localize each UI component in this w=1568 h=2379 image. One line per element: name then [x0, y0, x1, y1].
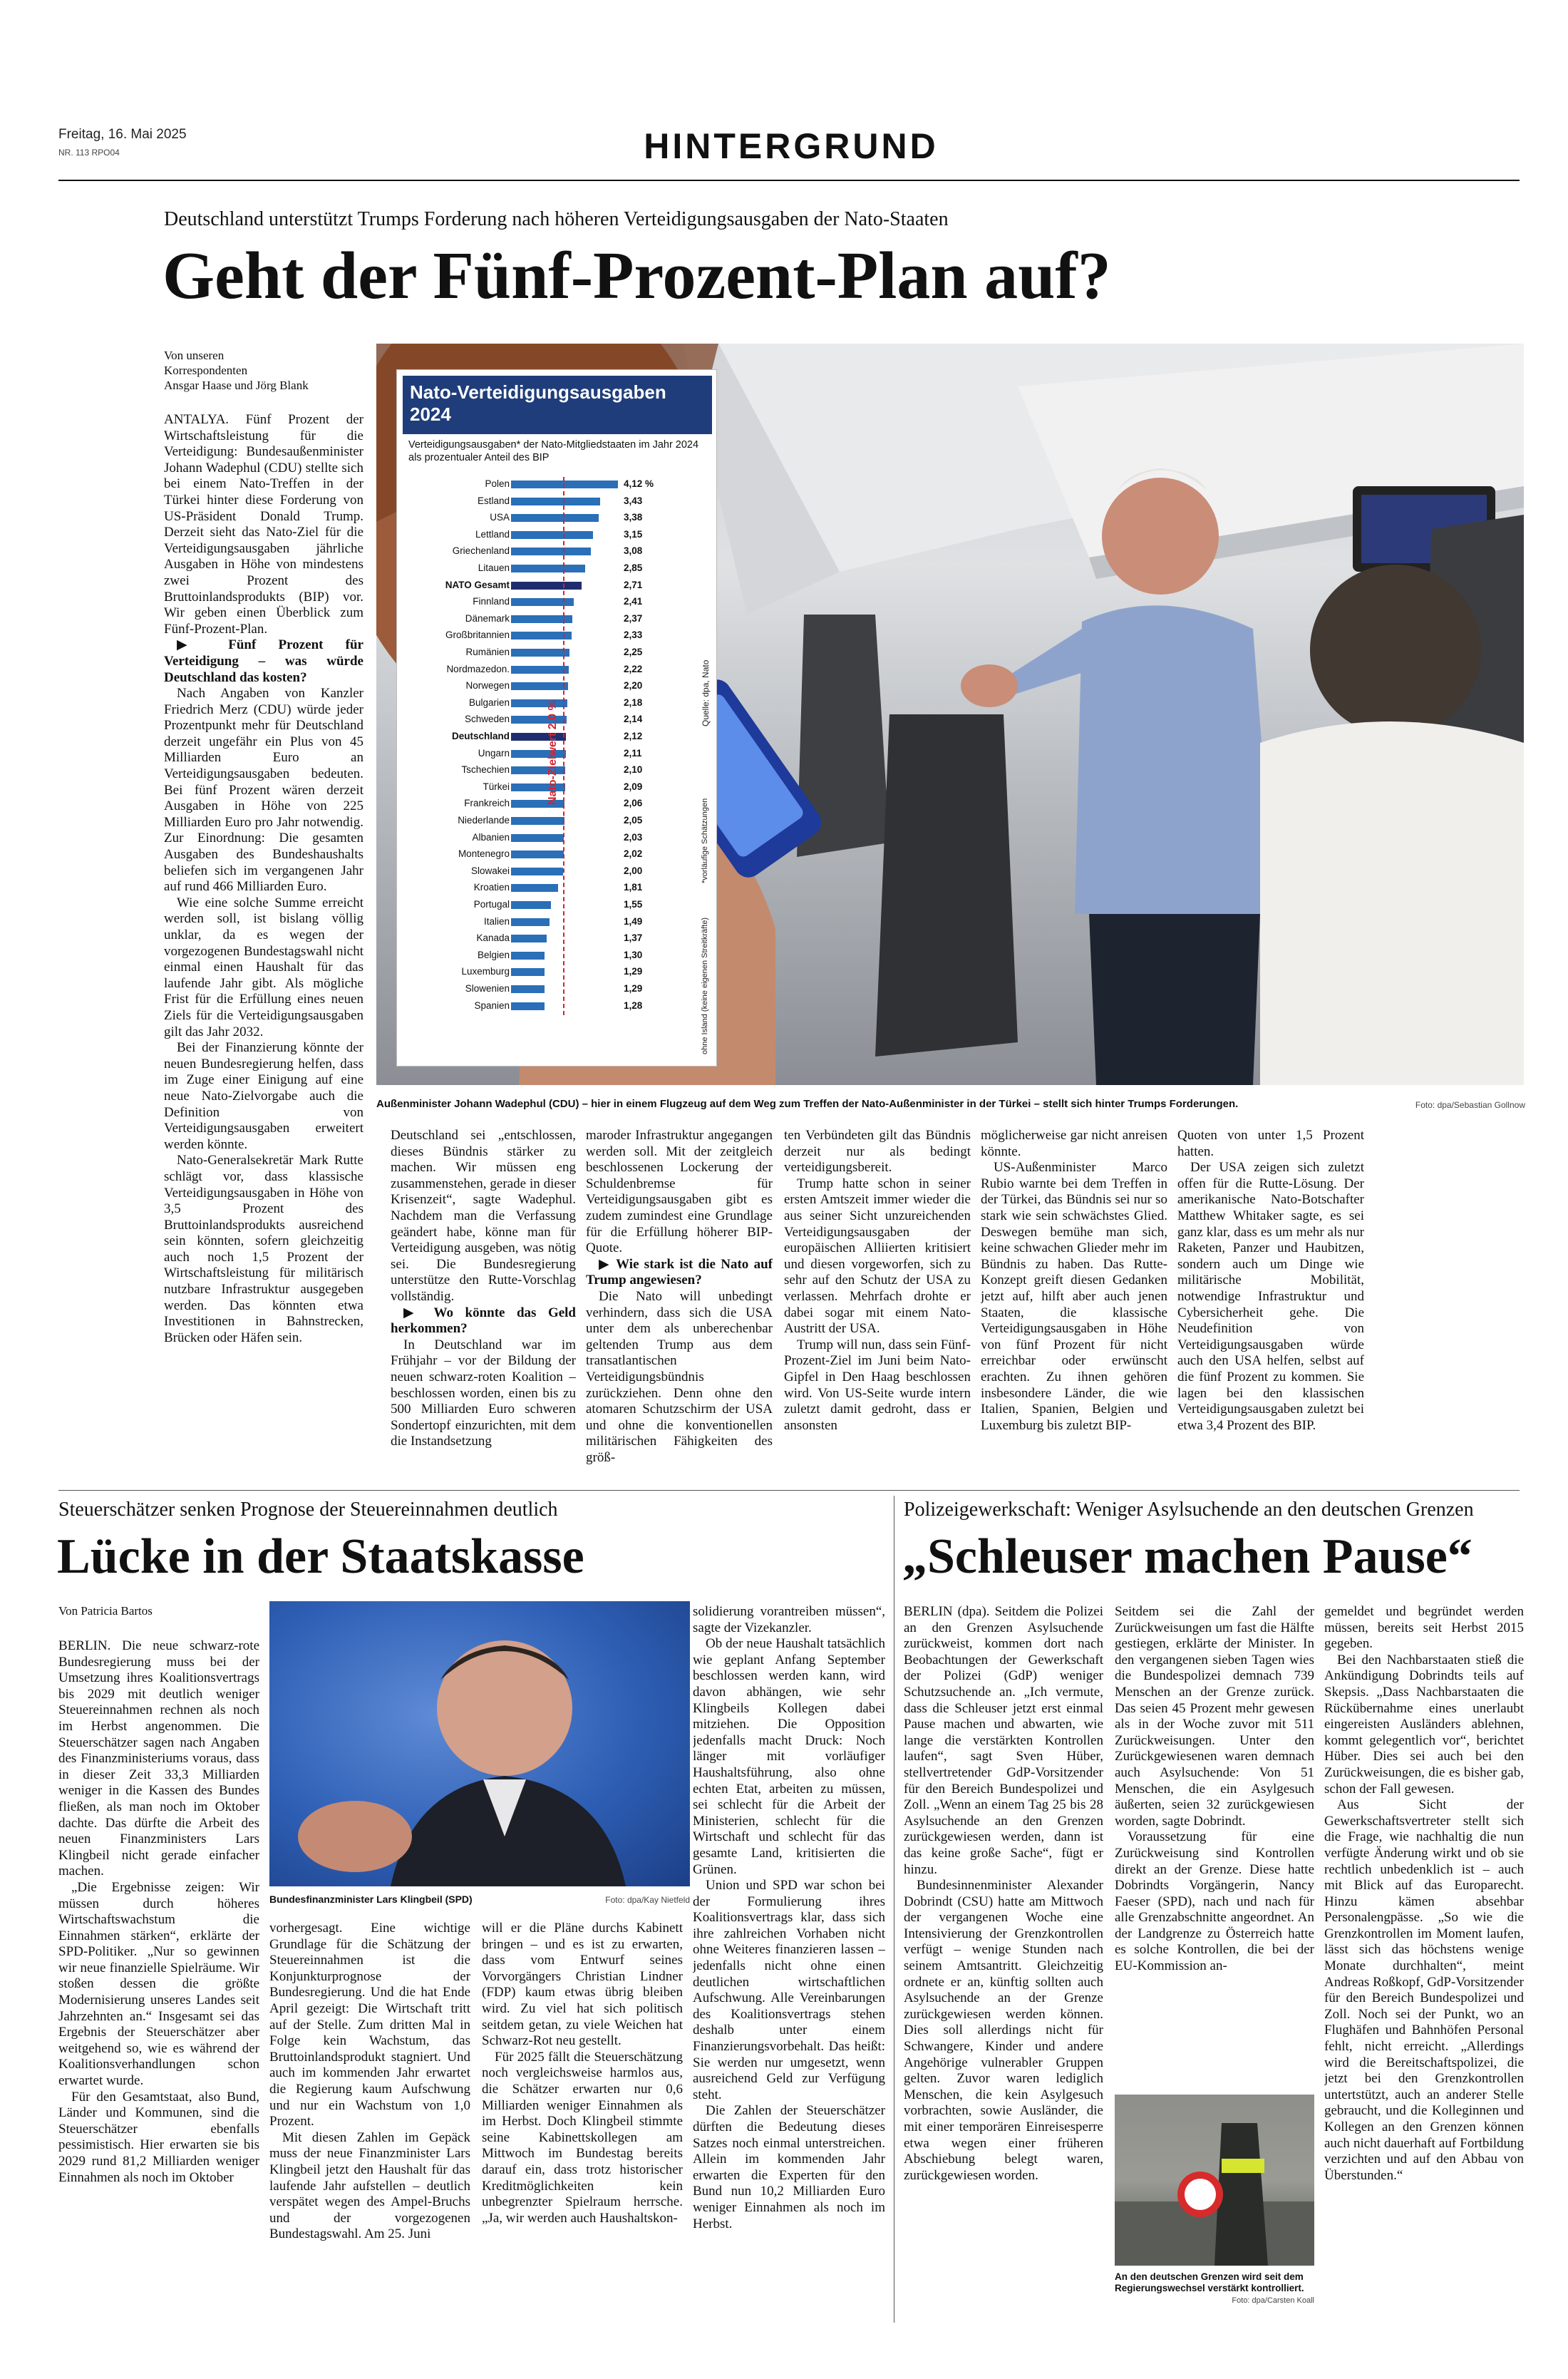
chart-bar: [511, 968, 545, 976]
chart-title: Nato-Verteidigungsausgaben 2024: [410, 381, 666, 425]
chart-category-label: Kanada: [476, 932, 510, 944]
chart-value-label: 1,28: [624, 1000, 643, 1011]
chart-category-label: Griechenland: [452, 545, 510, 557]
chart-row: [397, 612, 718, 626]
chart-category-label: Rumänien: [465, 647, 510, 657]
chart-bar: [511, 834, 564, 842]
chart-category-label: Estland: [477, 495, 510, 506]
paragraph: Wie eine solche Summe erreicht werden soll, ist bislang völlig unklar, da es wegen der vorgezogenen Bundestagswahl nicht einmal einen Haushalt für das laufende Jahr gibt. Als mögliche Frist für die Erfüllung eines neuen Ziels für die Verteidigungsausgaben gilt das Jahr 2032.: [164, 895, 363, 1039]
main-col-3: [586, 1128, 773, 1474]
chart-category-label: Luxemburg: [461, 966, 510, 977]
chart-category-label: Niederlande: [458, 815, 510, 826]
paragraph: Voraussetzung für eine Zurückweisung sind Kontrollen direkt an der Grenze. Diese hatte Dobrindts Vorgängerin, Nancy Faeser (SPD), nach und nach für alle Grenzabschnitte angeordnet. An der Landgrenze zu Österreich hatte es solche Kontrollen, die bei der EU-Kommission an-: [1115, 1829, 1314, 1974]
paragraph: Nach Angaben von Kanzler Friedrich Merz (CDU) würde jeder Prozentpunkt mehr für Deutschland derzeit ungefähr ein Plus von 45 Milliarden Euro an Verteidigungsausgaben bedeuten. Bei fünf Prozent wären derzeit Ausgaben in Höhe von 225 Milliarden Euro pro Jahr notwendig. Zur Einordnung: Die gesamten Ausgaben des Bundeshaushalts beliefen sich im vergangenen Jahr auf rund 466 Milliarden Euro.: [164, 686, 363, 895]
chart-category-label: Slowenien: [465, 983, 510, 994]
chart-category-label: Litauen: [478, 562, 510, 573]
paragraph: Trump hatte schon in seiner ersten Amtszeit immer wieder die aus seiner Sicht unzureichenden Verteidigungsausgaben der europäischen Alliierten kritisiert und diesen vorgeworfen, sich zu sehr auf den Schutz der USA zu verlassen. Mehrfach drohte er dabei sogar mit einem Nato-Austritt der USA.: [784, 1176, 971, 1337]
lower-divider: [58, 1490, 1520, 1491]
paragraph: Die Nato will unbedingt verhindern, dass sich die USA unter dem als unberechenbar geltenden Trump aus dem transatlantischen Verteidigungsbündnis zurückziehen. Denn ohne den atomaren Schutzschirm der USA und ohne die konventionellen militärischen Fähigkeiten des größ-: [586, 1288, 773, 1465]
left-byline: Von Patricia Bartos: [58, 1604, 153, 1618]
chart-row: [397, 864, 718, 878]
paragraph: Der USA zeigen sich zuletzt offen für die Rutte-Lösung. Der amerikanische Nato-Botschafter Matthew Whitaker sagte, es sei ganz klar, dass es um mehr als nur Raketen, Panzer und Haubitzen, sondern auch um Dinge wie militärische Mobilität, notwendige Infrastruktur und Cybersicherheit gehe. Die Neudefinition von Verteidigungsausgaben würde auch den USA helfen, selbst auf die fünf Prozent zu kommen. Sie lagen bei den klassischen Verteidigungsausgaben zuletzt bei etwa 3,4 Prozent des BIP.: [1177, 1160, 1364, 1433]
chart-row: [397, 948, 718, 962]
left-headline: Lücke in der Staatskasse: [57, 1529, 584, 1584]
chart-value-label: 2,14: [624, 714, 643, 725]
chart-bar: [511, 868, 563, 875]
chart-bar: [511, 498, 600, 505]
chart-subtitle: Verteidigungsausgaben* der Nato-Mitgliedstaaten im Jahr 2024 als prozentualer Anteil des BIP: [408, 439, 699, 463]
chart-value-label: 2,12: [624, 731, 643, 741]
chart-bar: [511, 884, 558, 892]
chart-category-label: Türkei: [483, 781, 510, 792]
right-col-2: [1115, 1604, 1314, 2086]
chart-category-label: Schweden: [464, 714, 510, 725]
chart-category-label: Polen: [485, 478, 510, 489]
klingbeil-credit: Foto: dpa/Kay Nietfeld: [605, 1895, 690, 1905]
chart-value-label: 2,85: [624, 562, 643, 573]
paragraph: US-Außenminister Marco Rubio warnte bei dem Treffen in der Türkei, das Bündnis sei nur so stark wie sein schwächstes Glied. Deswegen bemühe man sich, keine schwachen Glieder mehr im Bündnis zu haben. Das Rutte-Konzept greift diesen Gedanken jetzt auf, hilft aber auch jenen Staaten, die klassische Verteidigungsausgaben in Höhe von fünf Prozent für nicht erreichbar oder erwünscht erachten. Zu ihnen gehören insbesondere Länder, die wie Italien, Spanien, Belgien und Luxemburg bis zuletzt BIP-: [981, 1160, 1167, 1433]
subhead: ▶ Wo könnte das Geld herkommen?: [391, 1305, 576, 1337]
chart-bar: [511, 918, 550, 926]
paragraph: maroder Infrastruktur angegangen werden soll. Mit der zeitgleich beschlossenen Lockerung der Schuldenbremse für Verteidigungsausgaben gibt es zudem zumindest eine Grundlage für die Erfüllung höherer BIP-Quote.: [586, 1128, 773, 1256]
chart-category-label: NATO Gesamt: [445, 579, 510, 590]
chart-value-label: 1,29: [624, 983, 643, 994]
chart-row: [397, 477, 718, 491]
chart-value-label: 3,43: [624, 495, 643, 506]
paragraph: Deutschland sei „entschlossen, dieses Bündnis stärker zu machen. Wir müssen eng zusammenstehen, gerade in dieser Krisenzeit“, sagte Wadephul. Nachdem man die Verfassung geändert habe, könne man für Verteidigung ausgeben, was nötig sei. Die Bundesregierung unterstütze den Rutte-Vorschlag vollständig.: [391, 1128, 576, 1304]
chart-category-label: Dänemark: [465, 612, 510, 624]
main-col-6: [1177, 1128, 1364, 1474]
chart-value-label: 1,81: [624, 882, 643, 893]
paragraph: BERLIN. Die neue schwarz-rote Bundesregierung muss bei der Umsetzung ihres Koalitionsvertrags bis 2029 mit deutlich weniger Steuereinnahmen rechnen als noch im Herbst angenommen. Die Steuerschätzer sagen nach Angaben des Finanzministeriums voraus, dass in dieser Zeit 33,3 Milliarden weniger in die Kassen des Bundes fließen, als man noch im Oktober dachte. Das dürfte die Arbeit des neuen Finanzministers Lars Klingbeil nicht gerade einfacher machen.: [58, 1638, 259, 1879]
paragraph: BERLIN (dpa). Seitdem die Polizei an den Grenzen Asylsuchende zurückweist, kommen dort nach Beobachtungen der Gewerkschaft der Polizei (GdP) weniger Schutzsuchende an. „Ich vermute, dass die Schleuser jetzt erst einmal Pause machen und abwarten, wie lange die verstärkten Kontrollen laufen“, sagt Sven Hüber, stellvertretender GdP-Vorsitzender für den Bereich Bundespolizei und Zoll. „Wenn an einem Tag 25 bis 28 Asylsuchende an den Grenzen zurückgewiesen werden, dann ist das keine große Sache“, fügt er hinzu.: [904, 1604, 1103, 1877]
main-byline: [164, 348, 363, 393]
chart-title-box: [403, 376, 712, 434]
paragraph: vorhergesagt. Eine wichtige Grundlage für die Schätzung der Steuereinnahmen ist die Konjunkturprognose der Bundesregierung. Und die hat Ende April gezeigt: Die Wirtschaft tritt auf der Stelle. Zum dritten Mal in Folge kein Wachstum, das Bruttoinlandsprodukt stagniert. Und auch im kommenden Jahr erwartet die Regierung kaum Aufschwung und nur ein Wachstum von 1,0 Prozent.: [269, 1921, 470, 2129]
paragraph: Für 2025 fällt die Steuerschätzung noch vergleichsweise harmlos aus, die Schätzer erwarten nur 0,6 Milliarden weniger Einnahmen als im Herbst. Doch Klingbeil stimmte seine Kabinettskollegen am Mittwoch im Bundestag bereits darauf ein, dass trotz historischer Kreditmöglichkeiten kein unbegrenzter Spielraum herrsche. „Ja, wir werden auch Haushaltskon-: [482, 2049, 683, 2226]
chart-value-label: 2,02: [624, 848, 643, 860]
chart-value-label: 2,06: [624, 798, 643, 809]
klingbeil-caption: Bundesfinanzminister Lars Klingbeil (SPD): [269, 1894, 473, 1905]
main-headline: Geht der Fünf-Prozent-Plan auf?: [163, 239, 1111, 313]
chart-bar: [511, 901, 551, 909]
paragraph: Bei der Finanzierung könnte der neuen Bundesregierung helfen, dass im Zuge einer Einigung auf eine neue Nato-Zielvorgabe auch die Definition von Verteidigungsausgaben erweitert werden könnte.: [164, 1040, 363, 1152]
right-col-1: [904, 1604, 1103, 2308]
border-control-credit: Foto: dpa/Carsten Koall: [1232, 2296, 1314, 2305]
chart-value-label: 1,49: [624, 915, 643, 927]
chart-category-label: Bulgarien: [468, 697, 510, 708]
chart-row: [397, 528, 718, 542]
chart-bar: [511, 851, 564, 858]
defense-spending-chart: [396, 369, 717, 1067]
border-control-photo: [1115, 2095, 1314, 2266]
chart-value-label: 2,00: [624, 865, 643, 876]
chart-row: [397, 831, 718, 845]
chart-value-label: 3,15: [624, 528, 643, 540]
right-col-3: [1324, 1604, 1524, 2308]
chart-bar: [511, 666, 569, 674]
chart-value-label: 2,71: [624, 579, 643, 590]
main-kicker: Deutschland unterstützt Trumps Forderung nach höheren Verteidigungsausgaben der Nato-Staaten: [164, 208, 949, 230]
chart-category-label: Tschechien: [461, 764, 510, 776]
chart-category-label: Belgien: [477, 949, 510, 960]
chart-category-label: Montenegro: [458, 848, 510, 860]
chart-value-label: 1,37: [624, 932, 643, 944]
paragraph: Ob der neue Haushalt tatsächlich wie geplant Anfang September beschlossen werden kann, wird davon abhängen, wie sehr Klingbeils Kollegen dabei mitziehen. Die Opposition jedenfalls macht Druck: Noch länger mit vorläufiger Haushaltsführung, also ohne echten Etat, arbeiten zu müssen, sei schlecht für die Arbeit der Ministerien, schlecht für die Wirtschaft und schlecht für das gesamte Land, kritisierten die Grünen.: [693, 1636, 885, 1877]
chart-bar: [511, 682, 568, 690]
byline-line-3: Ansgar Haase und Jörg Blank: [164, 379, 309, 392]
chart-value-label: 2,22: [624, 663, 643, 674]
chart-value-label: 3,38: [624, 512, 643, 523]
paragraph: ten Verbündeten gilt das Bündnis derzeit nur als bedingt verteidigungsbereit.: [784, 1128, 971, 1176]
police-illustration: [1115, 2095, 1314, 2266]
paragraph: Aus Sicht der Gewerkschaftsvertreter stellt sich die Frage, wie nachhaltig die nun verfügte Änderung wirkt und ob sie rechtlich unbedenklich ist – auch mit Blick auf das Europarecht. Hinzu kämen absehbar Personalengpässe. „So wie die Grenzkontrollen im Moment laufen, lässt sich das höchstens wenige Monate durchhalten“, meint Andreas Roßkopf, GdP-Vorsitzender für den Bereich Bundespolizei und Zoll. Noch sei der Punkt, wo an Flughäfen und Bahnhöfen Personal fehlt, nicht erreicht. „Allerdings wird die Bereitschaftspolizei, die jetzt bei den Grenzkontrollen untertstützt, auch an anderer Stelle gebraucht, und die Kolleginnen und Kollegen an den Grenzen können auch nicht dauerhaft auf Fortbildung verzichten und auf den Abbau von Überstunden.“: [1324, 1797, 1524, 2183]
chart-row: [397, 595, 718, 609]
chart-bar: [511, 548, 591, 555]
left-kicker: Steuerschätzer senken Prognose der Steuereinnahmen deutlich: [58, 1499, 558, 1521]
chart-value-label: 2,05: [624, 815, 643, 826]
border-control-caption: An den deutschen Grenzen wird seit dem Regierungswechsel verstärkt kontrolliert.: [1115, 2271, 1304, 2293]
chart-value-label: 2,33: [624, 630, 643, 641]
chart-category-label: Nordmazedon.: [446, 663, 510, 674]
chart-value-label: 2,20: [624, 680, 643, 692]
chart-value-label: 3,08: [624, 545, 643, 557]
chart-row: [397, 510, 718, 525]
chart-row: [397, 915, 718, 929]
byline-line-1: Von unseren: [164, 349, 225, 362]
main-photo-caption: Außenminister Johann Wadephul (CDU) – hier in einem Flugzeug auf dem Weg zum Treffen der Nato-Außenminister in der Türkei – stellt sich hinter Trumps Forderungen.: [376, 1098, 1239, 1110]
chart-bar: [511, 952, 545, 960]
masthead-date: Freitag, 16. Mai 2025: [58, 127, 187, 142]
chart-footnote: *vorläufige Schätzungen: [701, 798, 709, 883]
paragraph: Bei den Nachbarstaaten stieß die Ankündigung Dobrindts teils auf Skepsis. „Dass Nachbarstaaten die Rückübernahme eines unerlaubt eingereisten Ausländers ablehnen, kommt gelegentlich vor“, berichtet Hüber. Dies sei auch bei den Zurückweisungen, die es bisher gab, schon der Fall gewesen.: [1324, 1652, 1524, 1797]
paragraph: Union und SPD war schon bei der Formulierung ihres Koalitionsvertrags klar, dass sich ihre zahlreichen Vorhaben nicht ohne Weiteres finanzieren lassen – jedenfalls nicht ohne einen deutlichen wirtschaftlichen Aufschwung. Alle Vereinbarungen des Koalitionsvertrags stehen deshalb unter einem Finanzierungsvorbehalt. Das heißt: Sie werden nur umgesetzt, wenn ausreichend Geld zur Verfügung steht.: [693, 1878, 885, 2102]
subhead: ▶ Wie stark ist die Nato auf Trump angewiesen?: [586, 1256, 773, 1288]
chart-value-label: 1,29: [624, 966, 643, 977]
paragraph: Quoten von unter 1,5 Prozent hatten.: [1177, 1128, 1364, 1159]
paragraph: Trump will nun, dass sein Fünf-Prozent-Ziel im Juni beim Nato-Gipfel in Den Haag beschlossen wird. Von US-Seite wurde intern zuletzt damit gedroht, dass er ansonsten: [784, 1337, 971, 1433]
chart-row: [397, 880, 718, 895]
chart-bar: [511, 531, 593, 539]
chart-value-label: 2,11: [624, 747, 642, 759]
section-title: HINTERGRUND: [644, 126, 939, 166]
chart-bar: [511, 649, 569, 657]
chart-bar: [511, 817, 564, 825]
chart-value-label: 4,12 %: [624, 478, 654, 489]
chart-category-label: USA: [490, 512, 510, 523]
main-photo-credit: Foto: dpa/Sebastian Gollnow: [1415, 1100, 1525, 1110]
portrait-illustration: [269, 1601, 690, 1886]
chart-row: [397, 982, 718, 996]
chart-category-label: Frankreich: [464, 798, 510, 809]
chart-value-label: 1,55: [624, 899, 643, 910]
chart-category-label: Norwegen: [465, 680, 510, 692]
main-col-2: [391, 1128, 576, 1474]
paragraph: solidierung vorantreiben müssen“, sagte der Vizekanzler.: [693, 1604, 885, 1635]
chart-value-label: 1,30: [624, 949, 643, 960]
chart-category-label: Kroatien: [473, 882, 510, 893]
paragraph: ANTALYA. Fünf Prozent der Wirtschaftsleistung für die Verteidigung: Bundesaußenminister Johann Wadephul (CDU) stellte sich bei einem Nato-Treffen in der Türkei hinter diese Forderung von US-Präsident Donald Trump. Derzeit sieht das Nato-Ziel für die Verteidigungsausgaben jährliche Ausgaben in Höhe von mindestens zwei Prozent des Bruttoinlandsprodukts (BIP) vor. Wir geben einen Überblick zum Fünf-Prozent-Plan.: [164, 412, 363, 637]
chart-bar: [511, 582, 582, 590]
paragraph: will er die Pläne durchs Kabinett bringen – und es ist zu erwarten, dass vom Entwurf seines Vorvorgängers Christian Lindner (FDP) kaum etwas übrig bleiben wird. Zu viel hat sich politisch seitdem getan, zu viele Weichen hat Schwarz-Rot neu gestellt.: [482, 1921, 683, 2049]
chart-bar: [511, 565, 585, 572]
chart-reference-label: Nato-Zielwert 2,0 %: [547, 700, 559, 805]
chart-row: [397, 965, 718, 979]
chart-row: [397, 578, 718, 592]
chart-value-label: 2,25: [624, 647, 643, 657]
chart-value-label: 2,09: [624, 781, 643, 792]
main-col-4: [784, 1128, 971, 1474]
paragraph: Seitdem sei die Zahl der Zurückweisungen um fast die Hälfte gestiegen, erklärte der Minister. In den vergangenen sieben Tagen wies die Bundespolizei demnach 739 Menschen an der Grenze zurück. Das seien 45 Prozent mehr gewesen als in der Woche zuvor mit 511 Zurückweisungen. Unter den Zurückgewiesenen waren demnach auch Asylsuchende: Von 51 Menschen, die ein Asylgesuch äußerten, seien 32 zurückgewiesen worden, sagte Dobrindt.: [1115, 1604, 1314, 1829]
chart-reference-line: [563, 477, 564, 1015]
paragraph: Bundesinnenminister Alexander Dobrindt (CSU) hatte am Mittwoch der vergangenen Woche eine Intensivierung der Grenzkontrollen verfügt – wenige Stunden nach seinem Amtsantritt. Gleichzeitig ordnete er an, künftig sollten auch Asylsuchende an der Grenze zurückgewiesen werden können. Dies soll allerdings nicht für Schwangere, Kinder und andere Angehörige vulnerabler Gruppen gelten. Zuvor waren lediglich Menschen, die kein Asylgesuch vorbrachten, sowie Ausländer, die mit einer temporären Einreisesperre etwa wegen einer früheren Abschiebung belegt waren, zurückgewiesen worden.: [904, 1878, 1103, 2183]
paragraph: Mit diesen Zahlen im Gepäck muss der neue Finanzminister Lars Klingbeil jetzt den Haushalt für das laufende Jahr aufstellen – deutlich verspätet wegen des Ampel-Bruchs und der vorgezogenen Bundestagswahl. Am 25. Juni: [269, 2129, 470, 2242]
paragraph: Die Zahlen der Steuerschätzer dürften die Bedeutung dieses Satzes noch einmal unterstreichen. Allein im kommenden Jahr erwarten die Experten für den Bund nun 10,2 Milliarden Euro weniger Einnahmen als noch im Herbst.: [693, 2103, 885, 2231]
chart-category-label: Italien: [483, 915, 510, 927]
paragraph: In Deutschland war im Frühjahr – vor der Bildung der neuen schwarz-roten Koalition – beschlossen worden, einen bis zu 500 Milliarden Euro schweren Sondertopf einzurichten, mit dem die Instandsetzung: [391, 1337, 576, 1449]
chart-category-label: Ungarn: [478, 747, 510, 759]
chart-bar: [511, 514, 599, 522]
main-col-5: [981, 1128, 1167, 1474]
paragraph: möglicherweise gar nicht anreisen könnte.: [981, 1128, 1167, 1159]
chart-value-label: 2,18: [624, 697, 643, 708]
chart-row: [397, 544, 718, 558]
chart-source: Quelle: dpa, Nato: [701, 659, 711, 726]
left-col-4: [693, 1604, 885, 2308]
chart-footnote-2: ohne Island (keine eigenen Streitkräfte): [701, 917, 709, 1054]
chart-row: [397, 813, 718, 828]
chart-row: [397, 561, 718, 575]
paragraph: „Die Ergebnisse zeigen: Wir müssen durch höheres Wirtschaftswachstum die Einnahmen stärken“, erklärte der SPD-Politiker. „Nur so gewinnen wir neue finanzielle Spielräume. Wir stoßen dessen die größte Modernisierung unseres Landes seit Jahrzehnten an.“ Insgesamt sei das Ergebnis der Steuerschätzer aber weitgehend so, wie es während der Koalitionsverhandlungen schon erwartet wurde.: [58, 1879, 259, 2089]
paragraph: Nato-Generalsekretär Mark Rutte schlägt vor, dass klassische Verteidigungsausgaben in Höhe von 3,5 Prozent des Bruttoinlandsprodukts ausreichend sein könnten, sofern gleichzeitig auch noch 1,5 Prozent der Wirtschaftsleistung für militärisch nutzbare Infrastruktur ausgegeben werden. Das könnten etwa Investitionen in Bahnstrecken, Brücken oder Häfen sein.: [164, 1153, 363, 1345]
chart-row: [397, 628, 718, 642]
paragraph: Für den Gesamtstaat, also Bund, Länder und Kommunen, sind die Steuerschätzer ebenfalls pessimistisch. Hier erwarten sie bis 2029 rund 81,2 Milliarden weniger Einnahmen als noch im Oktober: [58, 2089, 259, 2185]
chart-category-label: Albanien: [472, 831, 510, 843]
klingbeil-photo: [269, 1601, 690, 1886]
chart-bar: [511, 1002, 545, 1010]
chart-category-label: Spanien: [474, 1000, 510, 1011]
left-col-1: [58, 1638, 259, 2308]
chart-category-label: Großbritannien: [445, 630, 510, 641]
chart-bar: [511, 481, 618, 488]
chart-row: [397, 847, 718, 861]
chart-value-label: 2,41: [624, 596, 643, 607]
paragraph: gemeldet und begründet werden müssen, bereits seit Herbst 2015 gegeben.: [1324, 1604, 1524, 1652]
chart-row: [397, 999, 718, 1013]
masthead-issue: NR. 113 RPO04: [58, 148, 120, 158]
chart-value-label: 2,10: [624, 764, 643, 776]
right-kicker: Polizeigewerkschaft: Weniger Asylsuchende an den deutschen Grenzen: [904, 1499, 1474, 1521]
left-col-3: [482, 1921, 683, 2308]
byline-line-2: Korrespondenten: [164, 364, 248, 377]
chart-category-label: Slowakei: [470, 865, 510, 876]
right-headline: „Schleuser machen Pause“: [902, 1529, 1472, 1584]
chart-row: [397, 494, 718, 508]
masthead-rule: [58, 180, 1520, 181]
chart-category-label: Deutschland: [451, 731, 510, 741]
chart-category-label: Finnland: [473, 596, 510, 607]
chart-category-label: Lettland: [475, 528, 510, 540]
chart-value-label: 2,03: [624, 831, 643, 843]
left-col-2: [269, 1921, 470, 2308]
chart-bar: [511, 935, 547, 942]
chart-bar: [511, 985, 545, 993]
chart-row: [397, 931, 718, 945]
chart-value-label: 2,37: [624, 612, 643, 624]
chart-category-label: Portugal: [473, 899, 510, 910]
main-col-1: [164, 412, 363, 1474]
subhead: ▶ Fünf Prozent für Verteidigung – was würde Deutschland das kosten?: [164, 637, 363, 685]
chart-row: [397, 898, 718, 912]
